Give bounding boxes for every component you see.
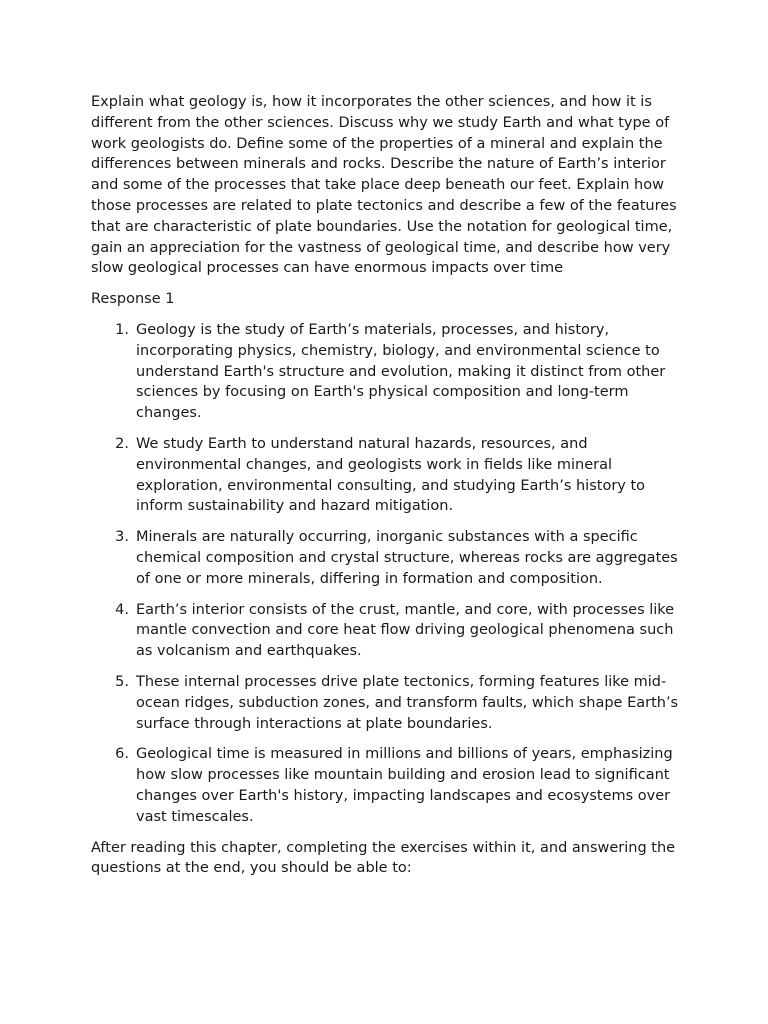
response-heading: Response 1 bbox=[91, 291, 175, 308]
list-item-text: Geology is the study of Earth’s materials, processes, and history, incorporating physics, chemistry, biology, and environmental science to understand Earth's structure and evolution, making it distinct from other sciences by focusing on Earth's physical composition and long-term changes. bbox=[136, 321, 666, 422]
list-item bbox=[91, 600, 681, 662]
response-list bbox=[91, 320, 681, 828]
list-item-text: Geological time is measured in millions and billions of years, emphasizing how slow processes like mountain building and erosion lead to significant changes over Earth's history, impacting landscapes and ecosystems over vast timescales. bbox=[136, 746, 673, 825]
list-item bbox=[91, 744, 681, 827]
list-item-number: 4. bbox=[115, 601, 129, 618]
list-item-text: Earth’s interior consists of the crust, mantle, and core, with processes like mantle convection and core heat flow driving geological phenomena such as volcanism and earthquakes. bbox=[136, 601, 675, 660]
list-item-text: We study Earth to understand natural hazards, resources, and environmental changes, and geologists work in fields like mineral exploration, environmental consulting, and studying Earth’s history to inform sustainability and hazard mitigation. bbox=[136, 435, 646, 515]
closing-paragraph: After reading this chapter, completing the exercises within it, and answering the questions at the end, you should be able to: bbox=[91, 839, 676, 877]
list-item-number: 2. bbox=[115, 435, 129, 452]
list-item-text: Minerals are naturally occurring, inorganic substances with a specific chemical composition and crystal structure, whereas rocks are aggregates of one or more minerals, differing in formation and composition. bbox=[136, 529, 678, 587]
list-item-number: 1. bbox=[115, 321, 129, 338]
list-item-text: These internal processes drive plate tectonics, forming features like mid-ocean ridges, subduction zones, and transform faults, which shape Earth’s surface through interactions at plate boundaries. bbox=[136, 673, 679, 732]
list-item bbox=[91, 672, 681, 734]
intro-paragraph: Explain what geology is, how it incorporates the other sciences, and how it is different from the other sciences. Discuss why we study Earth and what type of work geologists do. Define some of the properties of a mineral and explain the differences between minerals and rocks. Describe the nature of Earth’s interior and some of the processes that take place deep beneath our feet. Explain how those processes are related to plate tectonics and describe a few of the features that are characteristic of plate boundaries. Use the notation for geological time, gain an appreciation for the vastness of geological time, and describe how very slow geological processes can have enormous impacts over time bbox=[91, 94, 677, 277]
list-item bbox=[91, 527, 681, 589]
document-page bbox=[91, 92, 681, 889]
list-item-number: 3. bbox=[115, 529, 129, 546]
list-item-number: 6. bbox=[115, 746, 129, 763]
list-item bbox=[91, 434, 681, 517]
list-item bbox=[91, 320, 681, 424]
list-item-number: 5. bbox=[115, 673, 129, 690]
